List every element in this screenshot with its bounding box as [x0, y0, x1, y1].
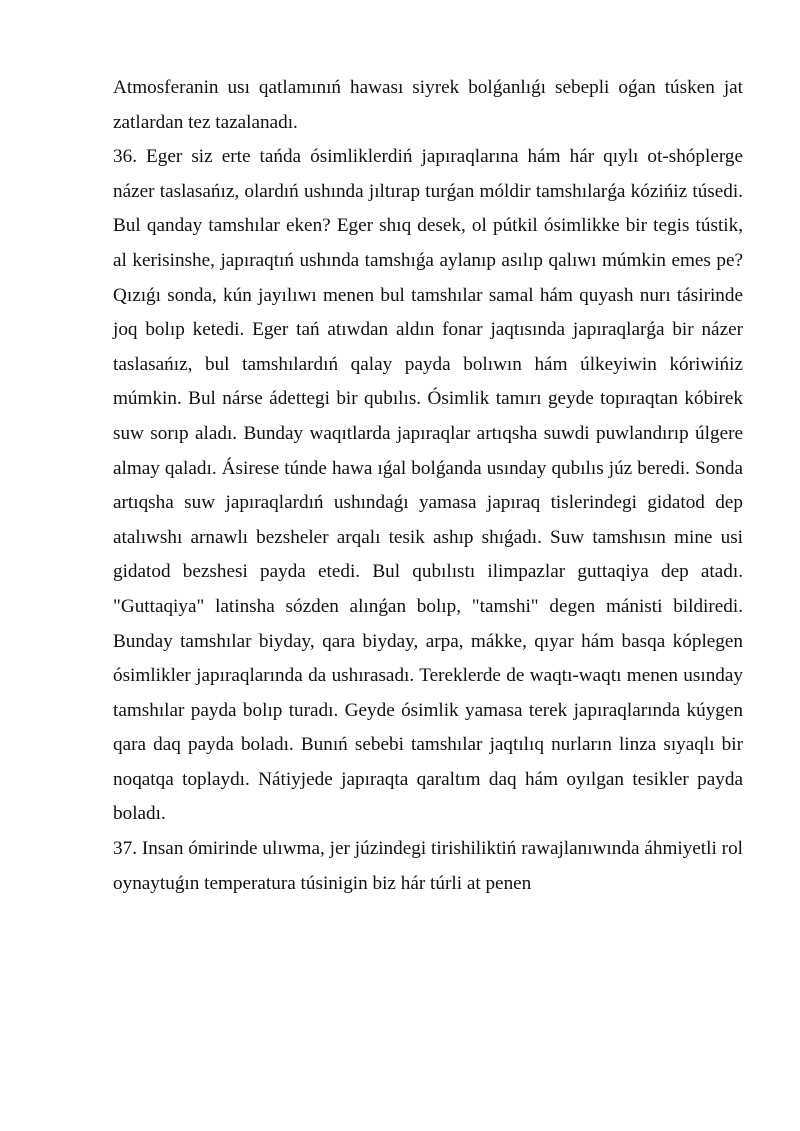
paragraph-36: 36. Eger siz erte tańda ósimliklerdiń japıraqlarına hám hár qıylı ot-shóplerge názer taslasańız, olardıń ushında jıltırap turǵan móldir tamshılarǵa kózińiz túsedi. Bul qanday tamshılar eken? Eger shıq desek, ol pútkil ósimlikke bir tegis tústik, al kerisinshe, japıraqtıń ushında tamshıǵa aylanıp asılıp qalıwı múmkin emes pe? Qızıǵı sonda, kún jayılıwı menen bul tamshılar samal hám quyash nurı tásirinde joq bolıp ketedi. Eger tań atıwdan aldın fonar jaqtısında japıraqlarǵa bir názer taslasańız, bul tamshılardıń qalay payda bolıwın hám úlkeyiwin kóriwińiz múmkin. Bul nárse ádettegi bir qubılıs. Ósimlik tamırı geyde topıraqtan kóbirek suw sorıp aladı. Bunday waqıtlarda japıraqlar artıqsha suwdi puwlandırıp úlgere almay qaladı. Ásirese túnde hawa ıǵal bolǵanda usınday qubılıs júz beredi. Sonda artıqsha suw japıraqlardıń ushındaǵı yamasa japıraq tislerindegi gidatod dep atalıwshı arnawlı bezsheler arqalı tesik ashıp shıǵadı. Suw tamshısın mine usi gidatod bezshesi payda etedi. Bul qubılıstı ilimpazlar guttaqiya dep atadı. "Guttaqiya" latinsha sózden alınǵan bolıp, "tamshi" degen mánisti bildiredi. Bunday tamshılar biyday, qara biyday, arpa, mákke, qıyar hám basqa kóplegen ósimlikler japıraqlarında da ushırasadı. Tereklerde de waqtı-waqtı menen usınday tamshılar payda bolıp turadı. Geyde ósimlik yamasa terek japıraqlarında kúygen qara daq payda boladı. Bunıń sebebi tamshılar jaqtılıq nurların linza sıyaqlı bir noqatqa toplaydı. Nátiyjede japıraqta qaraltım daq hám oyılgan tesikler payda boladı. [113, 146, 743, 825]
document-page [113, 71, 743, 901]
paragraph-continuation: Atmosferanin usı qatlamınıń hawası siyrek bolǵanlıǵı sebepli oǵan túsken jat zatlardan tez tazalanadı. [113, 77, 743, 133]
paragraph-37: 37. Insan ómirinde ulıwma, jer júzindegi tirishiliktiń rawajlanıwında áhmiyetli rol oynaytuǵın temperatura túsinigin biz hár túrli at penen [113, 838, 743, 894]
